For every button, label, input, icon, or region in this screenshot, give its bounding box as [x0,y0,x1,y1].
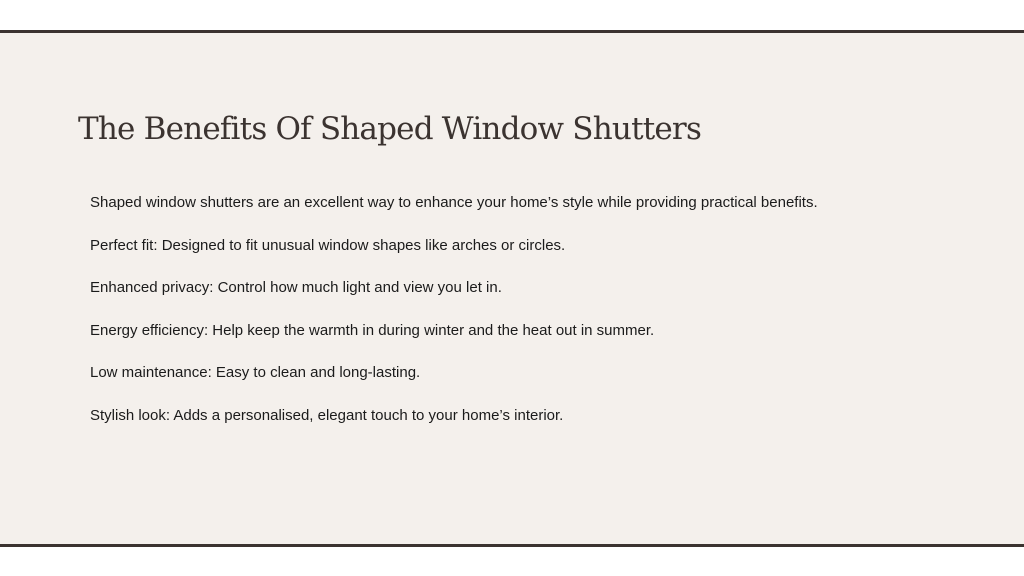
bottom-margin [0,547,1024,576]
benefit-stylish-look: Stylish look: Adds a personalised, elegant touch to your home’s interior. [90,406,564,424]
benefit-perfect-fit: Perfect fit: Designed to fit unusual window shapes like arches or circles. [90,236,566,254]
benefit-low-maintenance: Low maintenance: Easy to clean and long-lasting. [90,364,421,381]
benefit-energy-efficiency: Energy efficiency: Help keep the warmth in during winter and the heat out in summer. [90,321,655,339]
top-divider [0,30,1024,33]
slide-title: The Benefits Of Shaped Window Shutters [78,111,702,147]
slide-body [90,192,990,447]
intro-paragraph: Shaped window shutters are an excellent way to enhance your home’s style while providing practical benefits. [90,194,818,211]
benefit-enhanced-privacy: Enhanced privacy: Control how much light and view you let in. [90,279,502,296]
top-margin [0,0,1024,31]
